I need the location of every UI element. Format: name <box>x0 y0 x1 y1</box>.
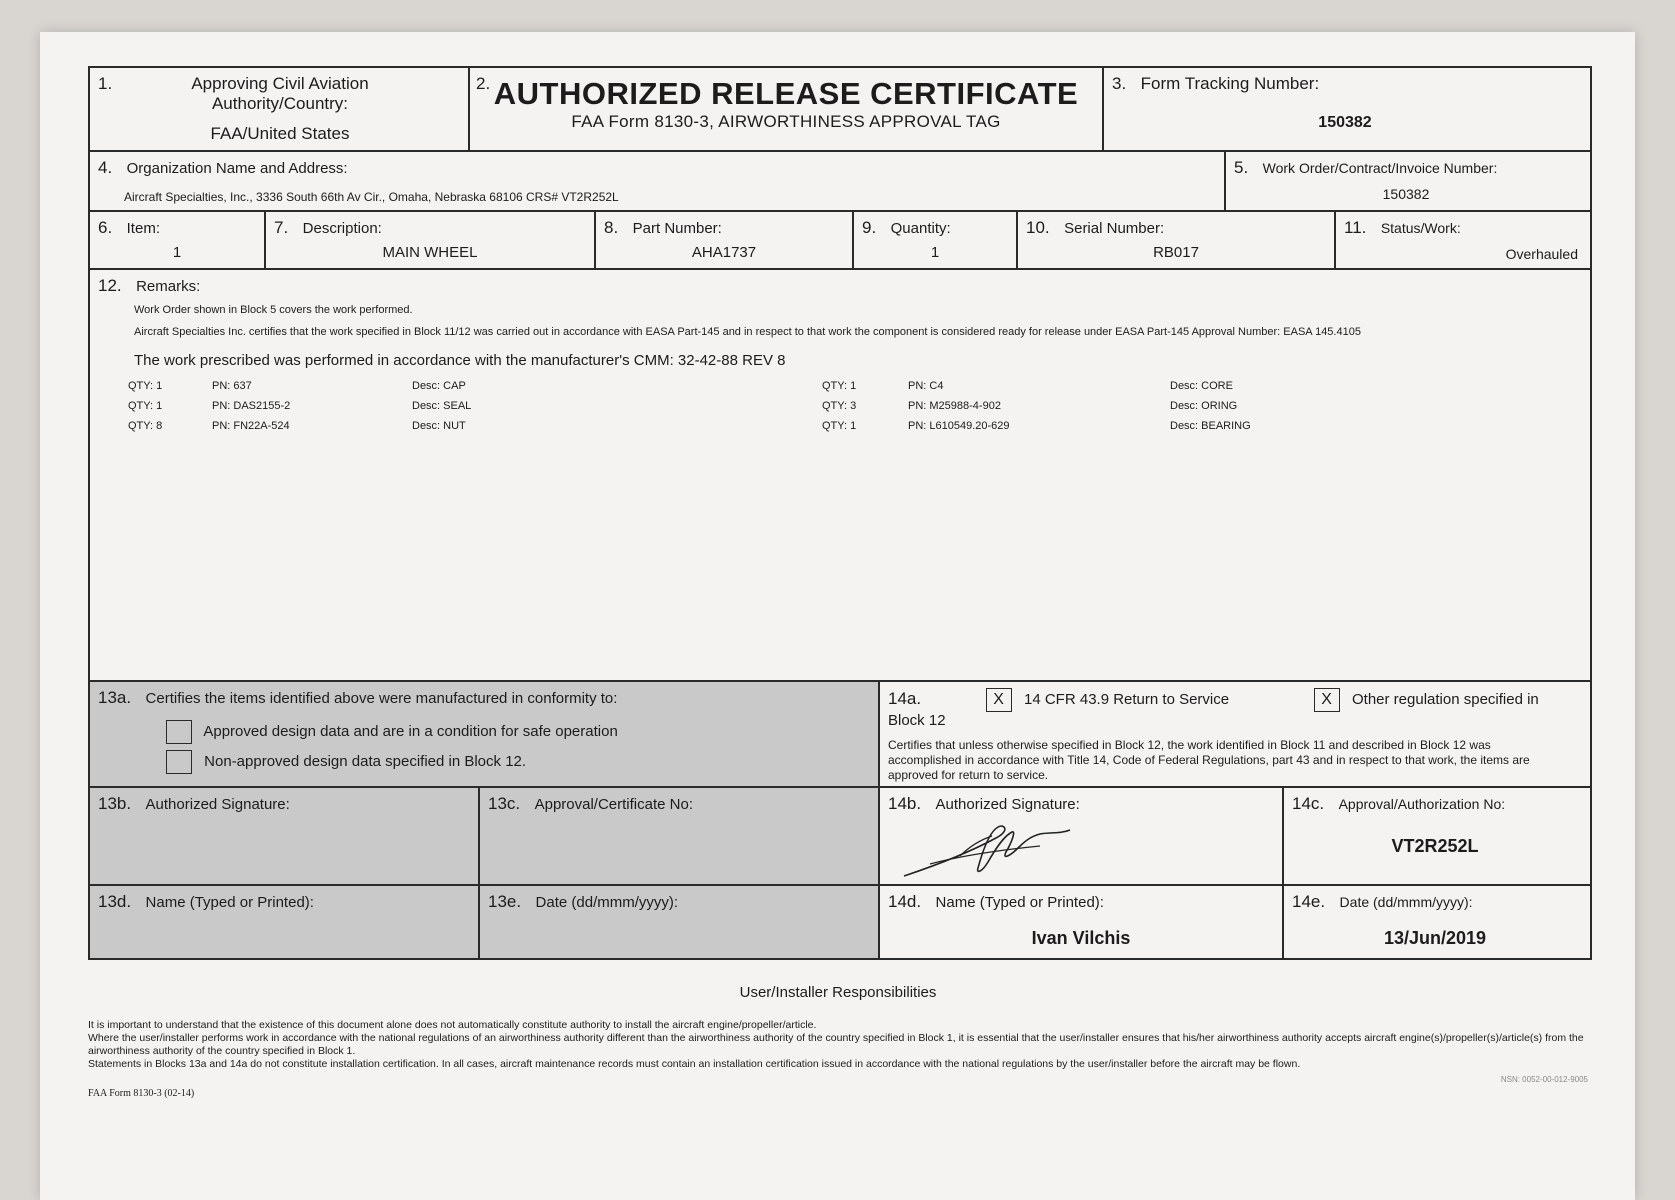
part-pn: PN: 637 <box>212 380 252 392</box>
part-qty: QTY: 1 <box>822 420 857 432</box>
block-14d-label: Name (Typed or Printed): <box>935 894 1104 911</box>
name-date-row <box>90 886 1590 958</box>
block-3 <box>1104 68 1586 150</box>
part-qty: QTY: 8 <box>128 420 163 432</box>
signer-name: Ivan Vilchis <box>1031 928 1131 948</box>
footer-paragraph-1: It is important to understand that the existence of this document alone does not automatically constitute authority to install the aircraft engine/propeller/article. <box>88 1019 817 1031</box>
nsn-number: NSN: 0052-00-012-9005 <box>1500 1075 1588 1084</box>
remarks-line-3: The work prescribed was performed in accordance with the manufacturer's CMM: 32-42-88 REV 8 <box>134 352 786 369</box>
block-14a-number: 14a. <box>888 689 922 709</box>
block-13c <box>480 788 880 884</box>
block-14c <box>1284 788 1586 884</box>
part-qty: QTY: 1 <box>128 380 163 392</box>
organization-address: Aircraft Specialties, Inc., 3336 South 66th Av Cir., Omaha, Nebraska 68106 CRS# VT2R252L <box>124 190 619 204</box>
list-item <box>128 420 488 440</box>
block-2-number: 2. <box>476 74 491 93</box>
part-number-value: AHA1737 <box>691 244 757 261</box>
item-row <box>90 212 1590 270</box>
return-to-service-label: 14 CFR 43.9 Return to Service <box>1024 691 1230 709</box>
option-non-approved <box>166 750 870 774</box>
list-item <box>822 400 1302 420</box>
remarks-row <box>90 270 1590 682</box>
remarks-line-2: Aircraft Specialties Inc. certifies that the work specified in Block 11/12 was carried out in accordance with EASA Part-145 and in respect to that work the component is considered ready for release under EASA Part-145 Approval Number: EASA 145.4105 <box>134 326 1361 338</box>
block-8 <box>596 212 854 268</box>
block-11 <box>1336 212 1586 268</box>
block-5-label: Work Order/Contract/Invoice Number: <box>1262 160 1498 176</box>
block-14e <box>1284 886 1586 958</box>
block-8-label: Part Number: <box>632 220 722 237</box>
block-5 <box>1226 152 1586 210</box>
remarks-line-1: Work Order shown in Block 5 covers the work performed. <box>134 304 413 316</box>
signature-row <box>90 788 1590 886</box>
footer <box>88 984 1588 1099</box>
block-13a-label: Certifies the items identified above were manufactured in conformity to: <box>145 690 618 707</box>
part-pn: PN: DAS2155-2 <box>212 400 291 412</box>
certification-row <box>90 682 1590 788</box>
approved-design-checkbox[interactable] <box>166 720 192 744</box>
block-14d <box>880 886 1284 958</box>
block-13d <box>90 886 480 958</box>
option-approved <box>166 720 870 744</box>
non-approved-design-label: Non-approved design data specified in Block 12. <box>204 752 527 770</box>
block-9-label: Quantity: <box>890 220 951 237</box>
block-14b-number: 14b. <box>888 794 922 813</box>
footer-text <box>88 1019 1588 1071</box>
part-desc: Desc: SEAL <box>412 400 472 412</box>
block-11-number: 11. <box>1344 218 1367 237</box>
part-desc: Desc: CAP <box>412 380 466 392</box>
part-desc: Desc: NUT <box>412 420 466 432</box>
block-14a-statement: Certifies that unless otherwise specified in Block 12, the work identified in Block 11 and described in Block 12 was accomplished in accordance with Title 14, Code of Federal Regulations, part 43 and in respect to that work, the items are approved for return to service. <box>888 738 1530 782</box>
block-12-label: Remarks: <box>136 278 201 295</box>
block-13e-number: 13e. <box>488 892 522 911</box>
block-14b-label: Authorized Signature: <box>935 796 1080 813</box>
certificate-paper <box>40 32 1635 1200</box>
release-date: 13/Jun/2019 <box>1383 928 1487 948</box>
approved-design-label: Approved design data and are in a condition for safe operation <box>203 722 618 740</box>
block-14e-number: 14e. <box>1292 892 1326 911</box>
block-14a <box>880 682 1586 786</box>
block-6-number: 6. <box>98 218 113 237</box>
part-pn: PN: M25988-4-902 <box>908 400 1001 412</box>
other-regulation-label: Other regulation specified in Block 12 <box>888 691 1539 729</box>
return-to-service-checkbox[interactable]: X <box>986 688 1012 712</box>
part-pn: PN: FN22A-524 <box>212 420 290 432</box>
block-1-value: FAA/United States <box>210 124 350 143</box>
block-1-label: Approving Civil Aviation Authority/Country: <box>191 74 369 113</box>
block-3-number: 3. <box>1112 74 1127 93</box>
quantity-value: 1 <box>930 244 940 261</box>
block-13d-label: Name (Typed or Printed): <box>145 894 314 911</box>
block-13c-number: 13c. <box>488 794 521 813</box>
part-desc: Desc: CORE <box>1170 380 1233 392</box>
block-9-number: 9. <box>862 218 877 237</box>
certificate-form <box>88 66 1592 960</box>
block-14c-number: 14c. <box>1292 794 1325 813</box>
form-subtitle: FAA Form 8130-3, AIRWORTHINESS APPROVAL TAG <box>571 112 1001 131</box>
part-qty: QTY: 1 <box>128 400 163 412</box>
form-tracking-number: 150382 <box>1318 114 1372 131</box>
block-7 <box>266 212 596 268</box>
item-value: 1 <box>172 244 182 261</box>
handwritten-signature <box>900 816 1080 882</box>
approval-authorization-number: VT2R252L <box>1391 836 1479 856</box>
block-14b <box>880 788 1284 884</box>
part-qty: QTY: 3 <box>822 400 857 412</box>
header-row <box>90 68 1590 152</box>
non-approved-design-checkbox[interactable] <box>166 750 192 774</box>
block-1 <box>90 68 470 150</box>
block-14d-number: 14d. <box>888 892 922 911</box>
block-11-label: Status/Work: <box>1380 220 1461 236</box>
list-item <box>822 420 1302 440</box>
footer-paragraph-2: Where the user/installer performs work in accordance with the national regulations of an airworthiness authority different than the airworthiness authority of the country specified in Block 1, it is essential that the user/installer ensures that his/her airworthiness authority accepts aircraft engine(s)/propeller(s)/article(s) from the airworthiness authority of the country specified in Block 1. <box>88 1032 1584 1057</box>
serial-number-value: RB017 <box>1153 244 1199 261</box>
block-6 <box>90 212 266 268</box>
part-qty: QTY: 1 <box>822 380 857 392</box>
block-13b-label: Authorized Signature: <box>145 796 290 813</box>
block-14e-label: Date (dd/mmm/yyyy): <box>1339 894 1473 910</box>
block-8-number: 8. <box>604 218 619 237</box>
list-item <box>128 400 488 420</box>
block-7-number: 7. <box>274 218 289 237</box>
form-identifier: FAA Form 8130-3 (02-14) <box>88 1088 195 1099</box>
block-13d-number: 13d. <box>98 892 132 911</box>
parts-list-left <box>128 380 488 440</box>
part-desc: Desc: BEARING <box>1170 420 1251 432</box>
list-item <box>128 380 488 400</box>
block-13b-number: 13b. <box>98 794 132 813</box>
status-work-value: Overhauled <box>1505 246 1578 262</box>
parts-list-right <box>822 380 1302 440</box>
footer-paragraph-3: Statements in Blocks 13a and 14a do not constitute installation certification. In all cases, aircraft maintenance records must contain an installation certification issued in accordance with the national regulations by the user/installer before the aircraft may be flown. <box>88 1058 1301 1070</box>
block-13a <box>90 682 880 786</box>
organization-row <box>90 152 1590 212</box>
list-item <box>822 380 1302 400</box>
block-13a-number: 13a. <box>98 688 132 707</box>
block-4-number: 4. <box>98 158 113 177</box>
block-14c-label: Approval/Authorization No: <box>1338 796 1506 812</box>
block-4 <box>90 152 1226 210</box>
block-10 <box>1018 212 1336 268</box>
description-value: MAIN WHEEL <box>382 244 478 261</box>
work-order-number: 150382 <box>1382 186 1430 202</box>
block-13e <box>480 886 880 958</box>
part-pn: PN: L610549.20-629 <box>908 420 1010 432</box>
form-title: AUTHORIZED RELEASE CERTIFICATE <box>493 76 1079 111</box>
block-12-number: 12. <box>98 276 122 295</box>
block-3-label: Form Tracking Number: <box>1140 74 1320 93</box>
block-12 <box>90 270 1586 680</box>
block-13b <box>90 788 480 884</box>
block-7-label: Description: <box>302 220 382 237</box>
block-2 <box>470 68 1104 150</box>
block-9 <box>854 212 1018 268</box>
block-5-number: 5. <box>1234 158 1249 177</box>
block-4-label: Organization Name and Address: <box>126 160 348 177</box>
block-10-number: 10. <box>1026 218 1050 237</box>
block-10-label: Serial Number: <box>1064 220 1165 237</box>
block-13e-label: Date (dd/mmm/yyyy): <box>535 894 679 911</box>
block-1-number: 1. <box>98 74 113 93</box>
block-13c-label: Approval/Certificate No: <box>534 796 693 813</box>
part-desc: Desc: ORING <box>1170 400 1238 412</box>
other-regulation-checkbox[interactable]: X <box>1314 688 1340 712</box>
part-pn: PN: C4 <box>908 380 944 392</box>
footer-heading: User/Installer Responsibilities <box>739 984 937 1001</box>
block-6-label: Item: <box>126 220 160 237</box>
